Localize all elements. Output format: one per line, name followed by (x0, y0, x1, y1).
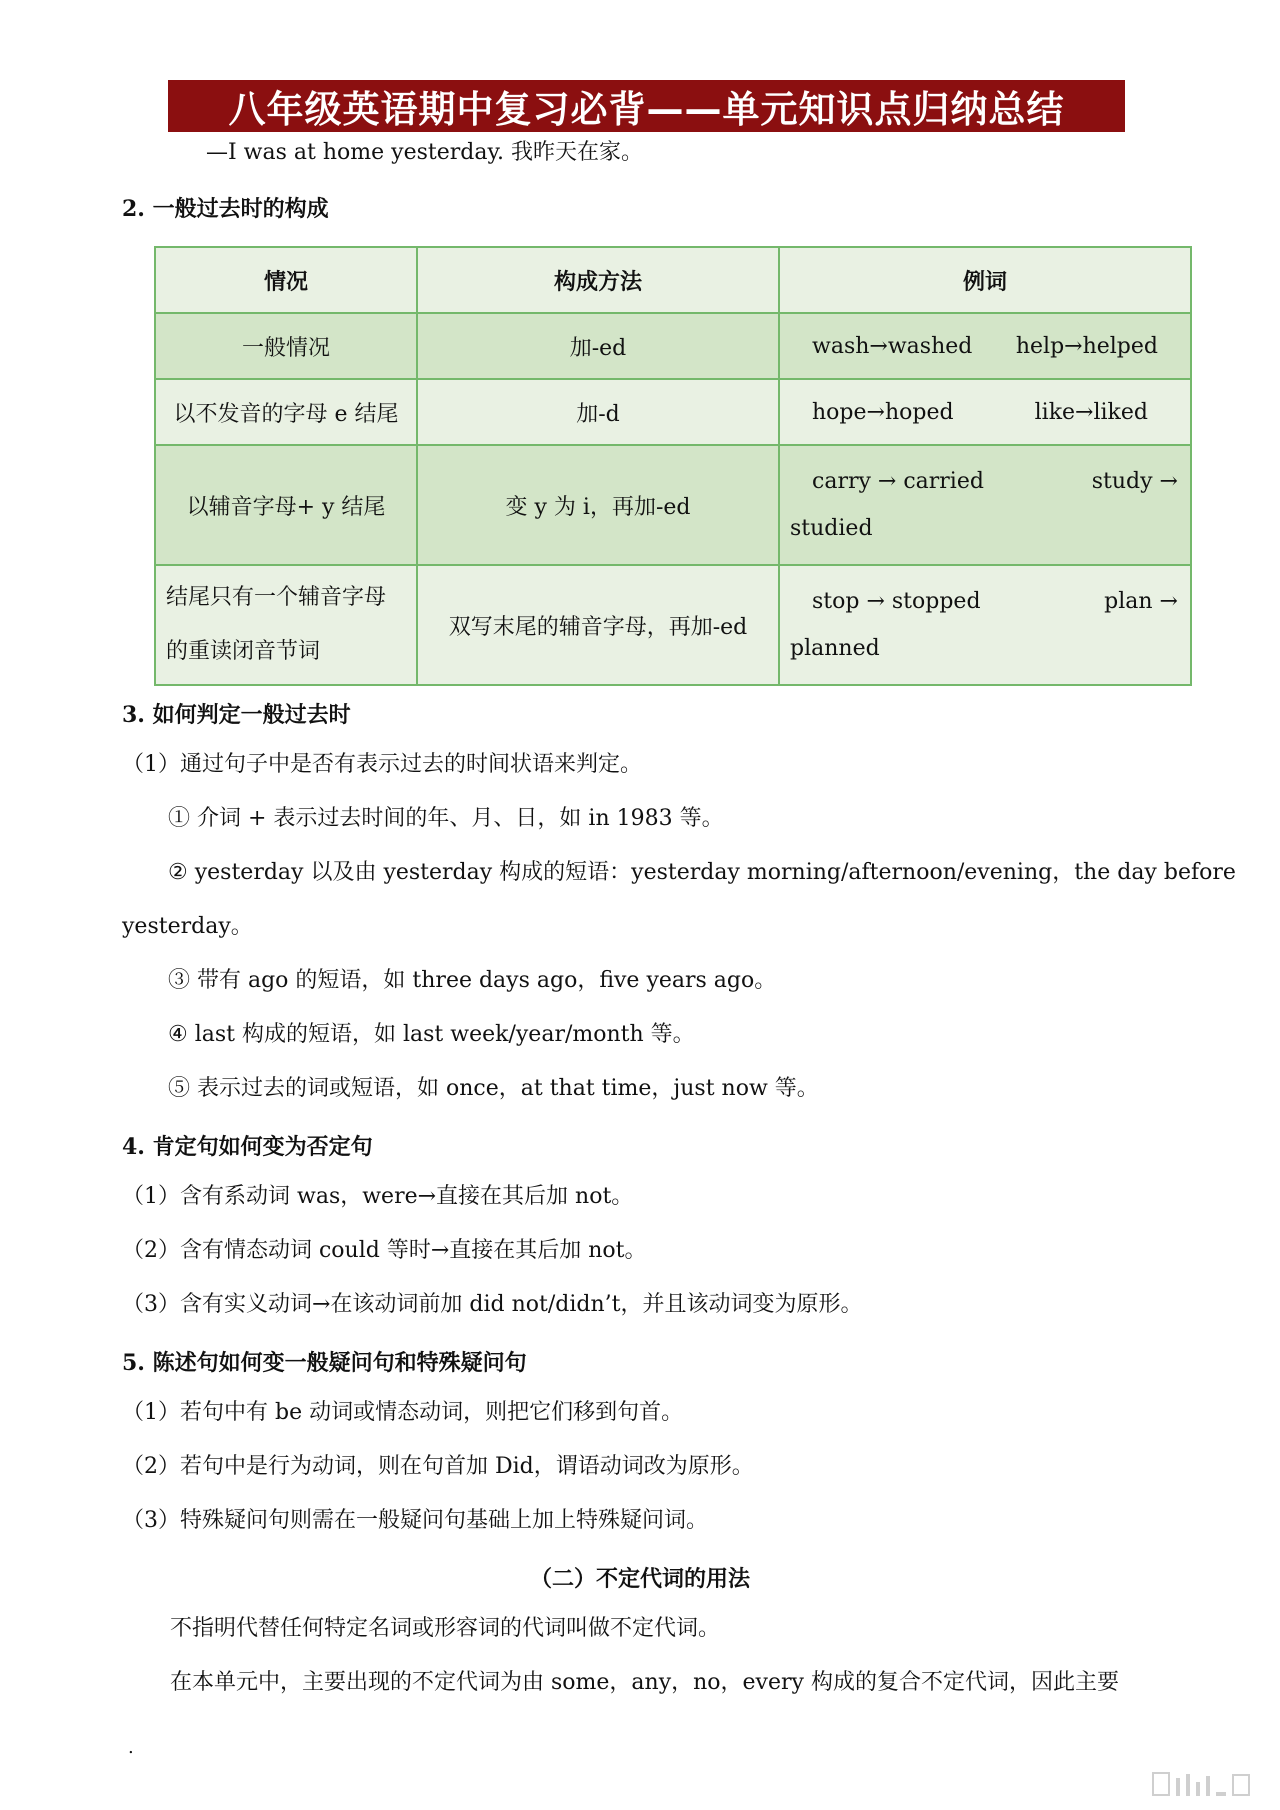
example-word: carry → carried (812, 469, 984, 494)
section3-item: ④ last 构成的短语，如 last week/year/month 等。 (168, 1022, 695, 1047)
example-word: plan → (1104, 589, 1178, 614)
intro-line: —I was at home yesterday. 我昨天在家。 (206, 140, 643, 165)
table-header-cell: 例词 (779, 247, 1191, 313)
example-word: help→helped (1015, 333, 1158, 359)
example-cell (779, 565, 1191, 685)
section3-item: ① 介词 + 表示过去时间的年、月、日，如 in 1983 等。 (168, 806, 724, 831)
section3-item: ② yesterday 以及由 yesterday 构成的短语：yesterday morning/afternoon/evening，the day before (168, 860, 1236, 885)
table-row (155, 445, 1191, 565)
example-word: hope→hoped (812, 399, 954, 425)
case-cell: 以辅音字母+ y 结尾 (155, 445, 417, 565)
method-cell: 加-d (417, 379, 779, 445)
method-cell: 加-ed (417, 313, 779, 379)
section3-item-continuation: yesterday。 (122, 914, 253, 939)
part2-paragraph: 在本单元中，主要出现的不定代词为由 some，any，no，every 构成的复合不定代词，因此主要 (170, 1670, 1119, 1695)
section3-heading: 3. 如何判定一般过去时 (122, 702, 351, 728)
footer-dot: . (128, 1737, 134, 1758)
table-header-cell: 构成方法 (417, 247, 779, 313)
example-cell (779, 445, 1191, 565)
section4-item: （1）含有系动词 was，were→直接在其后加 not。 (122, 1184, 634, 1209)
example-continuation: studied (790, 516, 873, 541)
section3-item: ⑤ 表示过去的词或短语，如 once，at that time，just now 等。 (168, 1076, 819, 1101)
section5-item: （3）特殊疑问句则需在一般疑问句基础上加上特殊疑问词。 (122, 1508, 708, 1533)
case-cell: 以不发音的字母 e 结尾 (155, 379, 417, 445)
past-tense-table (154, 246, 1192, 686)
section4-item: （3）含有实义动词→在该动词前加 did not/didn’t，并且该动词变为原形。 (122, 1292, 863, 1317)
table-header-cell: 情况 (155, 247, 417, 313)
method-cell: 双写末尾的辅音字母，再加-ed (417, 565, 779, 685)
example-cell (779, 313, 1191, 379)
page-title: 八年级英语期中复习必背——单元知识点归纳总结 (168, 80, 1125, 132)
table-header-row (155, 247, 1191, 313)
case-cell: 一般情况 (155, 313, 417, 379)
section3-sub1: （1）通过句子中是否有表示过去的时间状语来判定。 (122, 752, 642, 777)
example-word: stop → stopped (812, 589, 981, 614)
section3-item: ③ 带有 ago 的短语，如 three days ago，five years ago。 (168, 968, 777, 993)
table-row (155, 313, 1191, 379)
part2-paragraph: 不指明代替任何特定名词或形容词的代词叫做不定代词。 (170, 1616, 721, 1641)
section5-item: （1）若句中有 be 动词或情态动词，则把它们移到句首。 (122, 1400, 684, 1425)
part2-heading: （二）不定代词的用法 (530, 1566, 751, 1592)
section5-item: （2）若句中是行为动词，则在句首加 Did，谓语动词改为原形。 (122, 1454, 754, 1479)
table-row (155, 379, 1191, 445)
section4-item: （2）含有情态动词 could 等时→直接在其后加 not。 (122, 1238, 647, 1263)
case-cell: 结尾只有一个辅音字母的重读闭音节词 (155, 565, 417, 685)
example-word: wash→washed (812, 333, 973, 359)
table-row (155, 565, 1191, 685)
example-cell (779, 379, 1191, 445)
example-word: like→liked (1034, 399, 1148, 425)
method-cell: 变 y 为 i，再加-ed (417, 445, 779, 565)
section5-heading: 5. 陈述句如何变一般疑问句和特殊疑问句 (122, 1350, 527, 1376)
example-continuation: planned (790, 636, 880, 661)
example-word: study → (1091, 469, 1178, 494)
section4-heading: 4. 肯定句如何变为否定句 (122, 1134, 373, 1160)
section2-heading: 2. 一般过去时的构成 (122, 196, 329, 222)
watermark-bars-icon (1152, 1772, 1250, 1796)
